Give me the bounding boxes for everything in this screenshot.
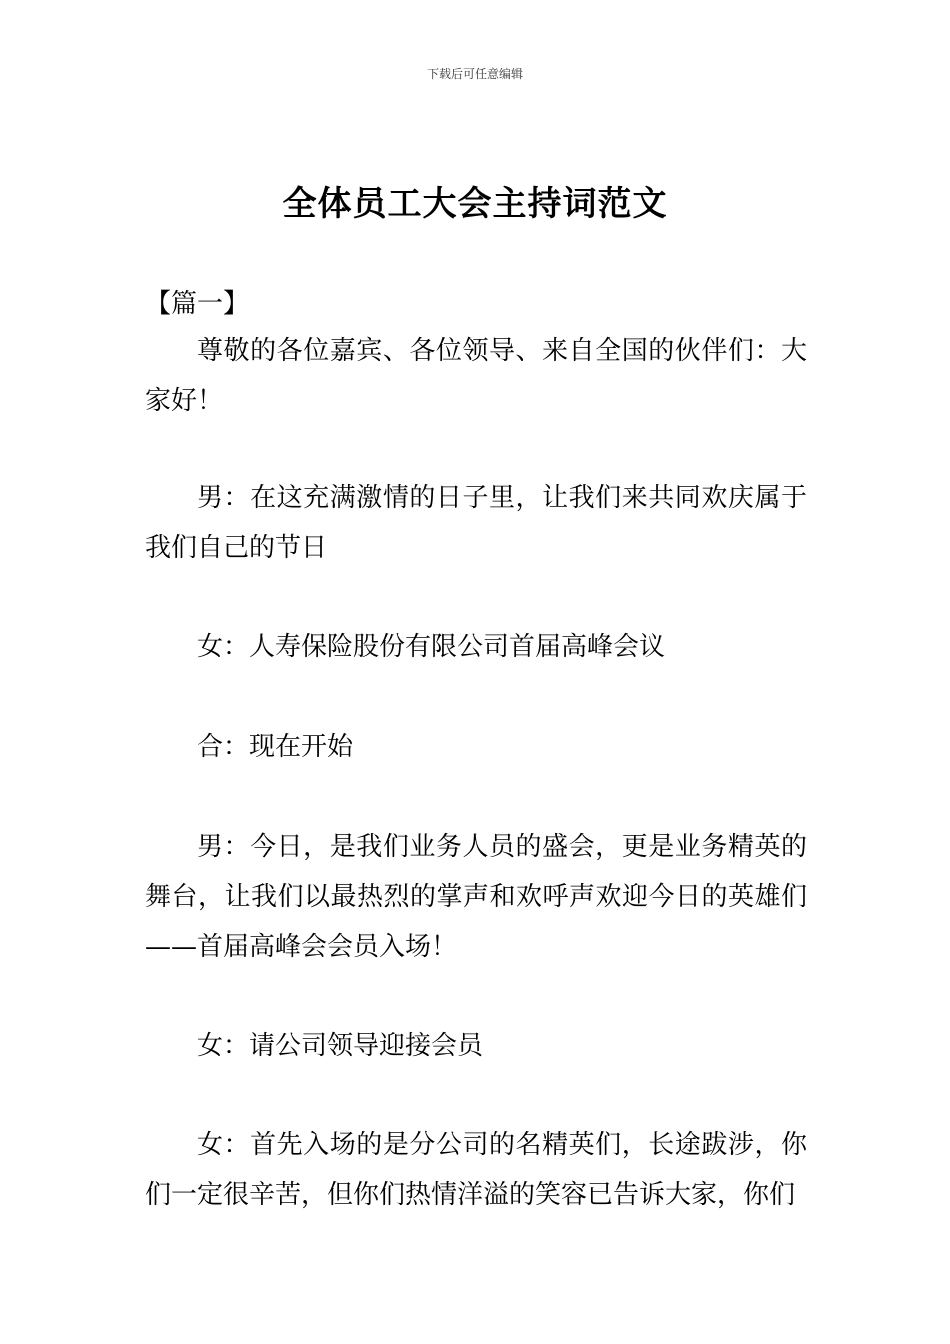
header-note: 下载后可任意编辑	[426, 67, 523, 81]
paragraph-text: 男：在这充满激情的日子里，让我们来共同欢庆属于我们自己的节日	[145, 483, 807, 563]
section-label: 【篇一】	[145, 289, 250, 319]
paragraph-text: 女：人寿保险股份有限公司首届高峰会议	[197, 632, 666, 662]
paragraph-text: 女：首先入场的是分公司的名精英们，长途跋涉，你们一定很辛苦，但你们热情洋溢的笑容已告诉大家，你们	[145, 1130, 807, 1210]
paragraph-text: 合：现在开始	[197, 732, 354, 762]
paragraph-female-2	[145, 1021, 807, 1071]
paragraph-greeting	[145, 326, 807, 426]
document-title: 全体员工大会主持词范文	[282, 184, 668, 224]
paragraph-male-1	[145, 473, 807, 573]
paragraph-female-3	[145, 1120, 807, 1220]
paragraph-text: 尊敬的各位嘉宾、各位领导、来自全国的伙伴们：大家好！	[145, 336, 807, 416]
paragraph-text: 女：请公司领导迎接会员	[197, 1031, 484, 1061]
paragraph-male-2	[145, 822, 807, 972]
paragraph-text: 男：今日，是我们业务人员的盛会，更是业务精英的舞台，让我们以最热烈的掌声和欢呼声欢迎今日的英雄们——首届高峰会会员入场！	[145, 832, 807, 962]
paragraph-together	[145, 722, 807, 772]
paragraph-female-1	[145, 622, 807, 672]
